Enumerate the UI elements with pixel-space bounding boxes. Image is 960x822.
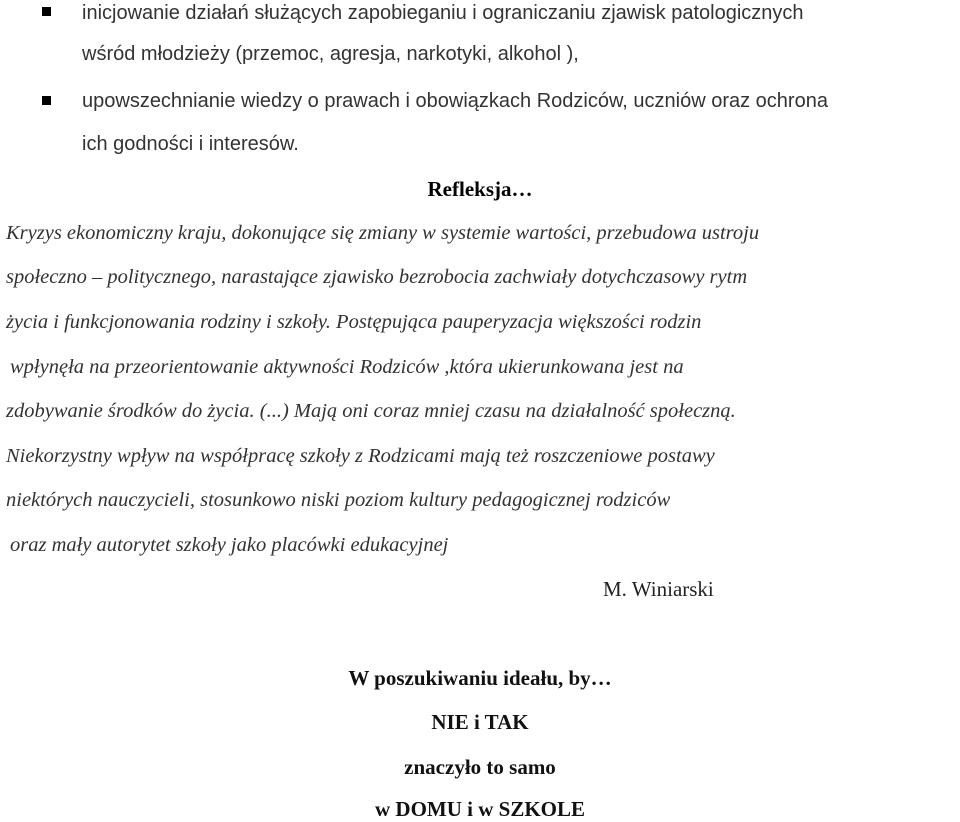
motto-line: NIE i TAK [431, 710, 529, 734]
reflection-text-line: niektórych nauczycieli, stosunkowo niski poziom kultury pedagogicznej rodziców [6, 489, 671, 511]
bullet-text-line: inicjowanie działań służących zapobieganiu i ograniczaniu zjawisk patologicznych [82, 2, 804, 24]
bullet-text-line: ich godności i interesów. [82, 133, 299, 155]
bullet-text-line: wśród młodzieży (przemoc, agresja, narkotyki, alkohol ), [82, 43, 579, 65]
reflection-text-line: zdobywanie środków do życia. (...) Mają oni coraz mniej czasu na działalność społeczną. [6, 400, 736, 422]
reflection-text-line: Kryzys ekonomiczny kraju, dokonujące się zmiany w systemie wartości, przebudowa ustroju [6, 222, 760, 244]
motto-line: W poszukiwaniu ideału, by… [348, 666, 612, 690]
motto-line: znaczyło to samo [404, 755, 556, 779]
reflection-text-line: oraz mały autorytet szkoły jako placówki edukacyjnej [10, 534, 449, 556]
motto-line: w DOMU i w SZKOLE [374, 797, 586, 821]
author-signature: M. Winiarski [603, 577, 714, 601]
reflection-text-line: życia i funkcjonowania rodziny i szkoły. Postępująca pauperyzacja większości rodzin [6, 311, 702, 333]
bullet-text-line: upowszechnianie wiedzy o prawach i obowiązkach Rodziców, uczniów oraz ochrona [82, 90, 828, 112]
square-bullet-icon [42, 96, 51, 105]
reflection-text-line: społeczno – politycznego, narastające zjawisko bezrobocia zachwiały dotychczasowy rytm [6, 266, 748, 288]
square-bullet-icon [42, 7, 51, 16]
reflection-text-line: wpłynęła na przeorientowanie aktywności Rodziców ,która ukierunkowana jest na [10, 356, 684, 378]
reflection-heading: Refleksja… [427, 177, 533, 201]
reflection-text-line: Niekorzystny wpływ na współpracę szkoły z Rodzicami mają też roszczeniowe postawy [6, 445, 715, 467]
